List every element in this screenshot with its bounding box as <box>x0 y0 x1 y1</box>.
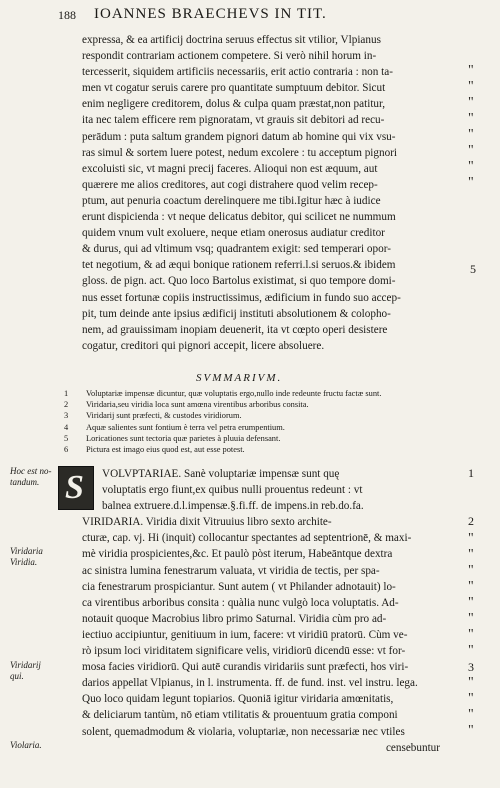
page-header <box>58 6 478 28</box>
quote-mark: " <box>468 111 474 126</box>
quote-mark: " <box>468 531 474 546</box>
quote-mark: " <box>468 143 474 158</box>
page-number: 188 <box>58 8 76 22</box>
initial-letter: S <box>65 469 84 506</box>
text-line: nus esset fortunæ copiis instructissimus, ædificium in fundo suo accep- <box>82 291 401 304</box>
quote-mark: " <box>468 79 474 94</box>
margin-note: Violaria. <box>10 740 42 750</box>
text-line: tercesserit, siquidem artificiis necessariis, erit actio contraria : non ta- <box>82 66 393 79</box>
quote-mark: " <box>468 723 474 738</box>
text-line: expressa, & ea artificij doctrina seruus effectus sit vtilior, Vlpianus <box>82 34 381 46</box>
text-line: darios appellat Vlpianus, in l. instrumenta. ff. de fund. inst. vel instru. lega. <box>82 677 418 690</box>
quote-mark: " <box>468 675 474 690</box>
text-line: iectiuo accipiuntur, genitiuum in ium, facere: vt viridiū pratorū. Cùm ve- <box>82 628 408 641</box>
text-line: nem, ad grauissimam inopiam deuenerit, ita vt cœpto operi desistere <box>82 323 388 336</box>
text-line: voluptatis ergo fiunt,ex quibus nulli prouentus redeunt : vt <box>102 484 363 497</box>
text-line: quidem vnum vult exoluere, neque etiam onerosus audiatur creditor <box>82 227 385 240</box>
margin-note: Viridaria Viridia. <box>10 546 43 567</box>
summary-item: 2 Viridaria,seu viridia loca sunt amœna virentibus arboribus consita. <box>64 400 309 410</box>
text-line: ca virentibus arboribus consita : quàlia nunc vulgò loca voluptatis. Ad- <box>82 596 399 609</box>
text-line: tet negotium, & ad æqui bonique rationem referri.l.si seruos.& ibidem <box>82 259 396 272</box>
quote-mark: " <box>468 643 474 658</box>
text-line: perādum : puta saltum grandem pignori datum ab homine qui vix vsu- <box>82 130 396 143</box>
quote-mark: " <box>468 627 474 642</box>
text-line: men vt cogatur seruis carere pro quantitate sumptuum debitor. Sicut <box>82 82 386 95</box>
summary-item: 6 Pictura est imago eius quod est, aut esse potest. <box>64 444 245 454</box>
text-line: notauit quoque Macrobius libro primo Saturnal. Viridia cùm pro ad- <box>82 612 387 625</box>
text-line: cogatur, creditori qui pignori accepit, licere absoluere. <box>82 339 325 352</box>
quote-mark: " <box>468 175 474 190</box>
section-number: 1 <box>468 466 474 480</box>
margin-note: Hoc est no- tandum. <box>10 466 52 487</box>
quote-mark: " <box>468 707 474 722</box>
text-line: mè viridia prospicientes,&c. Et paulò pòst iterum, Habeāntque dextra <box>82 548 393 561</box>
quote-mark: " <box>468 611 474 626</box>
text-line: ptum, aut penuria coactum derelinquere me tibi.Igitur hæc à iudice <box>82 194 381 207</box>
text-line: balnea extruere.d.l.impensæ.§.fi.ff. de impens.in reb.do.fa. <box>102 500 364 513</box>
body-text-top <box>82 32 460 354</box>
text-line: mosa facies viridiorū. Qui autē curandis viridariis sunt præfecti, hos viri- <box>82 661 409 674</box>
quote-mark: " <box>468 159 474 174</box>
summary-item: 4 Aquæ salientes sunt fontium è terra vel petra erumpentium. <box>64 422 285 432</box>
text-line: VOLVPTARIAE. Sanè voluptariæ impensæ sunt quę <box>102 468 340 480</box>
summary-item: 1 Voluptariæ impensæ dicuntur, quæ voluptatis ergo,nullo inde redeunte fructu factæ sunt. <box>64 389 382 398</box>
text-line: ac sinistra lumina fenestrarum valuata, vt viridia de tectis, per spa- <box>82 564 380 577</box>
quote-mark: " <box>468 691 474 706</box>
text-line: respondit contrariam actionem competere. Si verò nihil horum in- <box>82 50 377 63</box>
text-line: ras simul & sortem luere potest, nedum excolere : tu acceptum pignori <box>82 146 398 159</box>
text-line: erunt dispicienda : vt neque delicatus debitor, qui scilicet ne nummum <box>82 211 396 224</box>
text-line: excoluisti sic, vt magni precij faceres. Alioqui non est æquum, aut <box>82 162 378 175</box>
text-line: ita nec talem efficere rem pignoratam, vt grauis sit debitori ad recu- <box>82 114 385 127</box>
text-line: enim negligere creditorem, dolus & culpa quam præstat,non patitur, <box>82 98 386 111</box>
text-line: Quo loco quidam legunt topiarios. Quoniā igitur viridaria amœnitatis, <box>82 693 394 706</box>
quote-mark: " <box>468 579 474 594</box>
text-line: & deliciarum tantùm, nō etiam vtilitatis & prouentuum gratia componi <box>82 709 398 722</box>
text-line: VIRIDARIA. Viridia dixit Vitruuius libro sexto archite- <box>82 516 332 529</box>
section-number: 5 <box>470 262 476 276</box>
quote-mark: " <box>468 63 474 78</box>
running-head: IOANNES BRAECHEVS IN TIT. <box>94 6 327 22</box>
text-line: pit, tum deinde ante ipsius ædificij instituti absolutionem & colopho- <box>82 307 391 320</box>
margin-note: Viridarij qui. <box>10 660 41 681</box>
summary-title: SVMMARIVM. <box>196 372 283 384</box>
text-line: quærere me alios creditores, aut cogi distrahere quod velim recep- <box>82 178 378 191</box>
section-number: 3 <box>468 660 474 674</box>
text-line: cia fenestrarum prospiciantur. Sunt autem ( vt Philander adnotauit) lo- <box>82 580 396 593</box>
text-line: & durus, qui ad vltimum vsq; quadrantem exigit: sed temperari opor- <box>82 243 391 256</box>
text-line: gloss. de pign. act. Quo loco Bartolus existimat, si quo tempore domi- <box>82 275 396 288</box>
text-line: rò ipsum loci viriditatem significare velis, viridiorū dicendū esse: vt for- <box>82 645 406 658</box>
text-line: cturæ, cap. vj. Hi (inquit) collocantur spectantes ad septentrionē, & maxi- <box>82 532 412 545</box>
quote-mark: " <box>468 547 474 562</box>
section-number: 2 <box>468 514 474 528</box>
quote-mark: " <box>468 595 474 610</box>
quote-mark: " <box>468 95 474 110</box>
text-line: solent, quemadmodum & violaria, voluptariæ, non necessariæ nec vtiles <box>82 725 405 738</box>
summary-list <box>64 388 381 455</box>
summary-item: 3 Viridarij sunt præfecti, & custodes viridiorum. <box>64 411 242 421</box>
body-text-bottom <box>82 466 460 756</box>
quote-mark: " <box>468 563 474 578</box>
quote-mark: " <box>468 127 474 142</box>
catchword: censebuntur <box>385 741 440 754</box>
summary-item: 5 Loricationes sunt tectoria quæ parietes à pluuia defensant. <box>64 433 281 443</box>
